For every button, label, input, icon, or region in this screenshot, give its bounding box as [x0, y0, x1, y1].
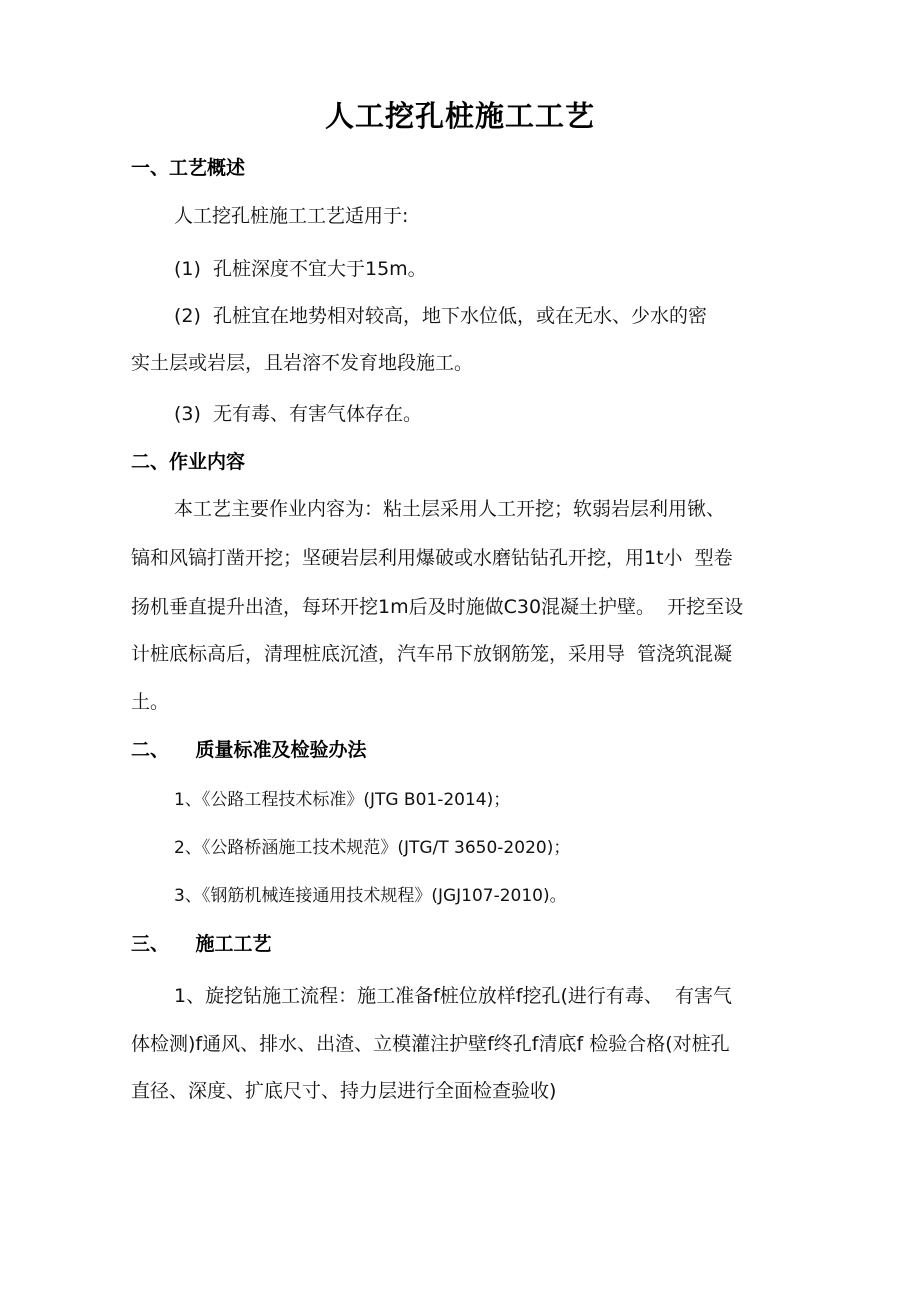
- paragraph-line: 计桩底标高后，清理桩底沉渣，汽车吊下放钢筋笼，采用导 管浇筑混凝: [131, 643, 733, 665]
- paragraph-line: 直径、深度、扩底尺寸、持力层进行全面检查验收): [131, 1080, 557, 1102]
- document-title: 人工挖孔桩施工工艺: [324, 99, 595, 133]
- paragraph-line: 人工挖孔桩施工工艺适用于:: [174, 205, 409, 227]
- paragraph-line: 镐和风镐打凿开挖；坚硬岩层利用爆破或水磨钻钻孔开挖，用1t小 型卷: [131, 547, 733, 569]
- paragraph-line: 土。: [131, 691, 170, 713]
- section-heading-work-content: 二、作业内容: [131, 451, 246, 473]
- paragraph-line: 体检测)f通风、排水、出渣、立模灌注护壁f终孔f清底f 检验合格(对桩孔: [131, 1033, 730, 1055]
- section-heading-quality-standards: 二、 质量标准及检验办法: [131, 739, 367, 761]
- section-heading-overview: 一、工艺概述: [131, 157, 246, 179]
- list-item: 2、《公路桥涵施工技术规范》(JTG/T 3650-2020)；: [174, 838, 571, 858]
- list-item: 3、《钢筋机械连接通用技术规程》(JGJ107-2010)。: [174, 886, 567, 906]
- paragraph-line: 本工艺主要作业内容为：粘土层采用人工开挖；软弱岩层利用锹、: [174, 498, 726, 520]
- list-item: (2) 孔桩宜在地势相对较高，地下水位低，或在无水、少水的密: [174, 305, 707, 327]
- paragraph-line: 扬机垂直提升出渣，每环开挖1m后及时施做C30混凝土护壁。 开挖至设: [131, 596, 744, 618]
- paragraph-line: 实土层或岩层，且岩溶不发育地段施工。: [131, 352, 474, 374]
- list-item: 1、《公路工程技术标准》(JTG B01-2014)；: [174, 790, 511, 810]
- paragraph-line: 1、旋挖钻施工流程：施工准备f桩位放样f挖孔(进行有毒、 有害气: [174, 985, 732, 1007]
- list-item: (3) 无有毒、有害气体存在。: [174, 403, 422, 425]
- section-heading-construction-process: 三、 施工工艺: [131, 933, 272, 955]
- list-item: (1) 孔桩深度不宜大于15m。: [174, 258, 427, 280]
